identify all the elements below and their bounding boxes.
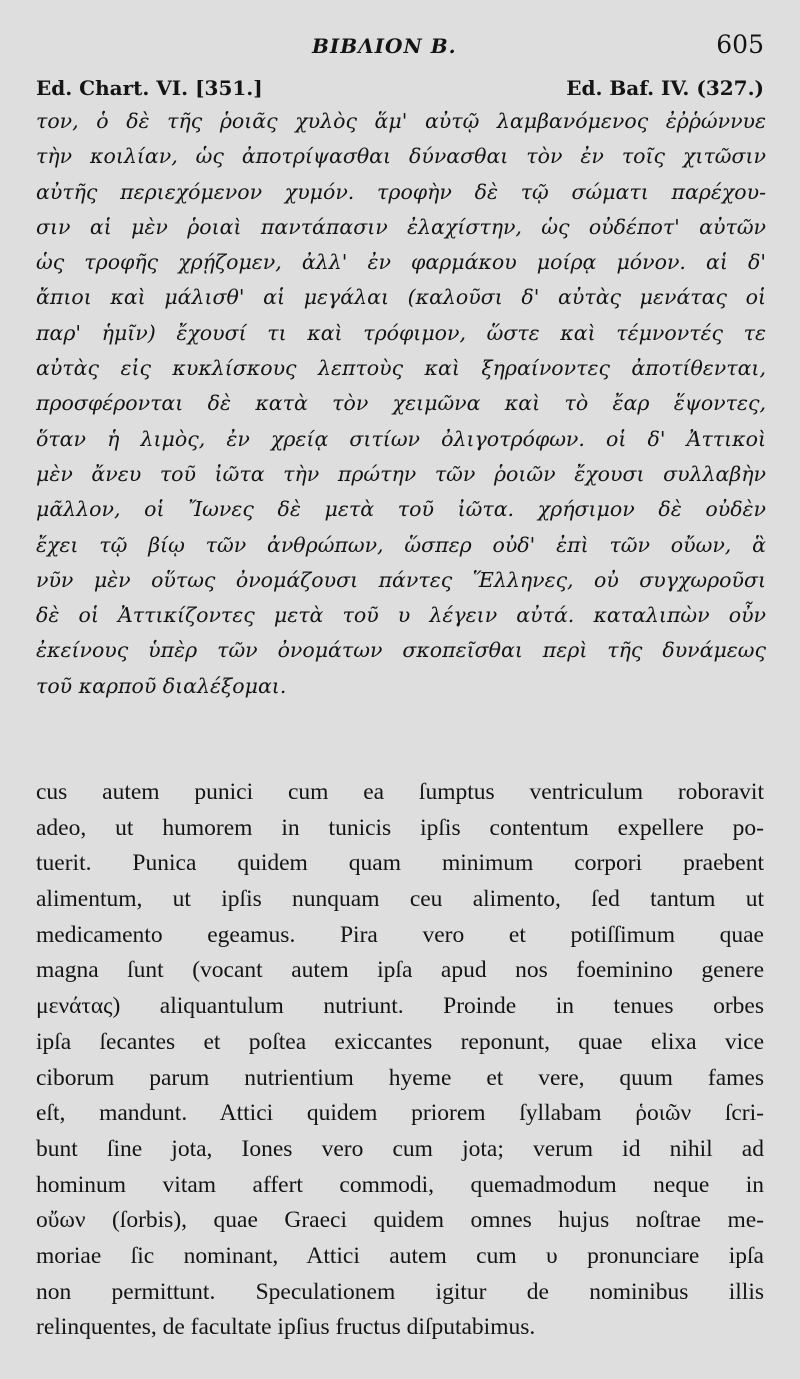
greek-text-line: ἐκείνους ὑπὲρ τῶν ὀνομάτων σκοπεῖσθαι περὶ τῆς δυνάμεως: [36, 638, 766, 663]
greek-text-line: νῦν μὲν οὕτως ὀνομάζουσι πάντες Ἕλληνες, οὐ συγχωροῦσι: [36, 567, 766, 592]
greek-text-line: τοῦ καρποῦ διαλέξομαι.: [36, 673, 287, 698]
latin-text-line: ipſa ſecantes et poſtea exiccantes reponunt, quae elixa vice: [36, 1028, 764, 1055]
latin-text-line: μενάτας) aliquantulum nutriunt. Proinde in tenues orbes: [36, 993, 764, 1020]
latin-text-line: magna ſunt (vocant autem ipſa apud nos foeminino genere: [36, 957, 764, 984]
latin-text-line: hominum vitam affert commodi, quemadmodum neque in: [36, 1171, 764, 1198]
greek-text-line: μὲν ἄνευ τοῦ ἰῶτα τὴν πρώτην τῶν ῥοιῶν ἔχουσι συλλαβὴν: [36, 461, 766, 486]
edition-basel: Ed. Baf. IV. (327.): [566, 76, 764, 100]
greek-text-line: αὐτὰς εἰς κυκλίσκους λεπτοὺς καὶ ξηραίνοντες ἀποτίθενται,: [36, 356, 766, 381]
greek-text-line: αὐτῆς περιεχόμενον χυμόν. τροφὴν δὲ τῷ σώματι παρέχου-: [36, 179, 766, 204]
latin-text-line: non permittunt. Speculationem igitur de nominibus illis: [36, 1278, 764, 1305]
latin-text-line: οὔων (ſorbis), quae Graeci quidem omnes hujus noſtrae me-: [36, 1207, 764, 1234]
latin-text-line: eſt, mandunt. Attici quidem priorem ſyllabam ῥοιῶν ſcri-: [36, 1100, 764, 1127]
greek-text-line: ἔχει τῷ βίῳ τῶν ἀνθρώπων, ὥσπερ οὐδ' ἐπὶ τῶν οὔων, ἃ: [36, 532, 766, 557]
latin-text-line: adeo, ut humorem in tunicis ipſis contentum expellere po-: [36, 814, 764, 841]
page-header: [0, 32, 800, 64]
edition-references: [36, 76, 764, 102]
greek-text-line: μᾶλλον, οἱ Ἴωνες δὲ μετὰ τοῦ ἰῶτα. χρήσιμον δὲ οὐδὲν: [36, 497, 766, 522]
latin-text-line: moriae ſic nominant, Attici autem cum υ pronunciare ipſa: [36, 1242, 764, 1269]
greek-text-line: τον, ὁ δὲ τῆς ῥοιᾶς χυλὸς ἅμ' αὐτῷ λαμβανόμενος ἐῤῥώννυε: [36, 109, 766, 133]
edition-chartier: Ed. Chart. VI. [351.]: [36, 76, 263, 100]
running-title: BIBΛΙΟΝ Β.: [312, 34, 457, 58]
greek-text-line: σιν αἱ μὲν ῥοιαὶ παντάπασιν ἐλαχίστην, ὡς οὐδέποτ' αὐτῶν: [36, 214, 766, 239]
latin-text-line: medicamento egeamus. Pira vero et potiſſimum quae: [36, 921, 764, 948]
greek-text-line: δὲ οἱ Ἀττικίζοντες μετὰ τοῦ υ λέγειν αὐτά. καταλιπὼν οὖν: [36, 603, 766, 628]
greek-text-line: παρ' ἡμῖν) ἔχουσί τι καὶ τρόφιμον, ὥστε καὶ τέμνοντές τε: [36, 320, 766, 345]
greek-text-line: ὡς τροφῆς χρῄζομεν, ἀλλ' ἐν φαρμάκου μοίρᾳ μόνον. αἱ δ': [36, 250, 766, 275]
greek-text-block: [36, 104, 766, 704]
latin-text-block: [36, 775, 764, 1346]
latin-text-line: relinquentes, de facultate ipſius fructus diſputabimus.: [36, 1314, 536, 1341]
page-number: 605: [716, 30, 764, 59]
latin-text-line: tuerit. Punica quidem quam minimum corpori praebent: [36, 850, 764, 877]
greek-text-line: προσφέρονται δὲ κατὰ τὸν χειμῶνα καὶ τὸ ἔαρ ἕψοντες,: [36, 391, 766, 416]
greek-text-line: ἄπιοι καὶ μάλισθ' αἱ μεγάλαι (καλοῦσι δ' αὐτὰς μενάτας οἱ: [36, 285, 766, 310]
latin-text-line: ciborum parum nutrientium hyeme et vere, quum fames: [36, 1064, 764, 1091]
latin-text-line: cus autem punici cum ea ſumptus ventriculum roboravit: [36, 779, 764, 805]
greek-text-line: τὴν κοιλίαν, ὡς ἀποτρίψασθαι δύνασθαι τὸν ἐν τοῖς χιτῶσιν: [36, 144, 766, 169]
greek-text-line: ὅταν ἡ λιμὸς, ἐν χρείᾳ σιτίων ὀλιγοτρόφων. οἱ δ' Ἀττικοὶ: [36, 426, 766, 451]
latin-text-line: bunt ſine jota, Iones vero cum jota; verum id nihil ad: [36, 1135, 764, 1162]
latin-text-line: alimentum, ut ipſis nunquam ceu alimento, ſed tantum ut: [36, 886, 764, 913]
